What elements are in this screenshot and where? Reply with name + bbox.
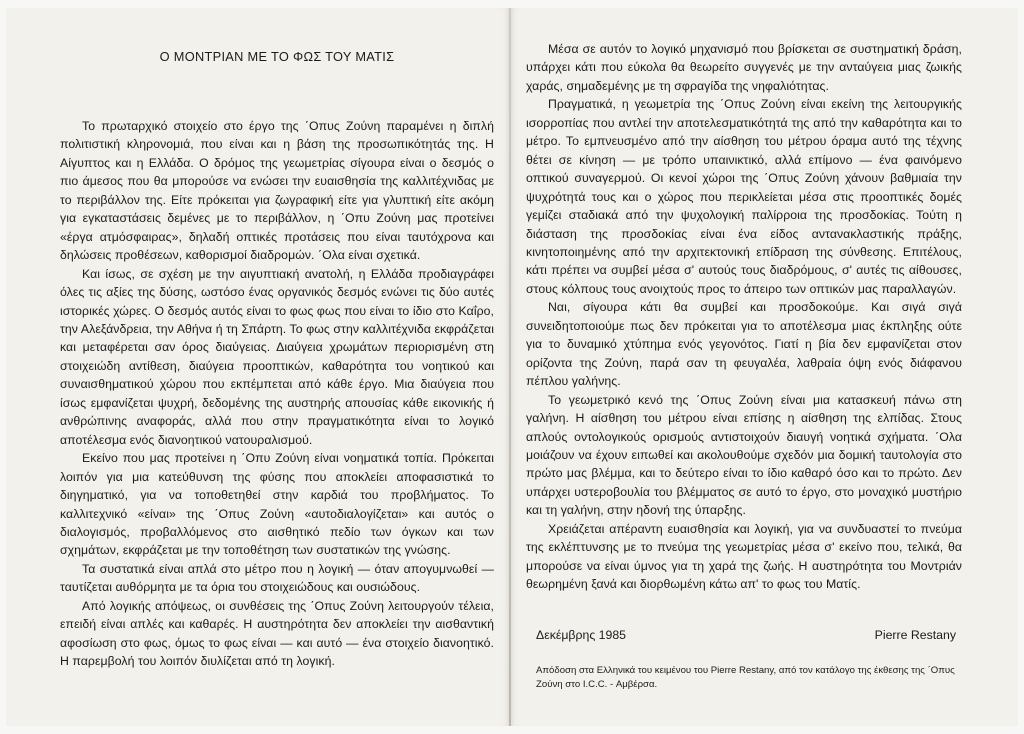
paragraph: Ναι, σίγουρα κάτι θα συμβεί και προσδοκούμε. Και σιγά σιγά συνειδητοποιούμε πως δεν πρόκειται για το αποτέλεσμα μιας έκπληξης ούτε για το δυναμικό χτύπημα ενός γεγονότος. Γιατί η βία δεν εμφανίζεται στον ορίζοντα της Ζούνη, παρά σαν τη φευγαλέα, λαθραία όψη ενός διάφανου πέπλου γαλήνης.: [526, 300, 962, 389]
paragraph: Πραγματικά, η γεωμετρία της ΄Οπυς Ζούνη είναι εκείνη της λειτουργικής ισορροπίας που αντλεί την αποτελεσματικότητά της από την καθαρότητα και το μέτρο. Το εμπνευσμένο από την αίσθηση του μέτρου όραμα αυτό της τέχνης θέτει σε κίνηση — με τρόπο υπαινικτικό, αλλά επίμονο — ένα φαινόμενο οπτικού συναγερμού. Οι κενοί χώροι της ΄Οπυς Ζούνη χάνουν βαθμιαία την ψυχρότητά τους και ο χώρος που περικλείεται μέσα στις προοπτικές δομές γεμίζει σταδιακά από την ψυχολογική παλίρροια της προσδοκίας. Τούτη η διάσταση της προσδοκίας είναι ένα είδος αντανακλαστικής πράξης, κινητοποιημένης από την αρχιτεκτονική επίδραση της σύνθεσης. Επιτέλους, κάτι πρέπει να συμβεί μέσα σ' αυτούς τους διαδρόμους, σ' αυτές τις αίθουσες, στους κόλπους τους ανοιχτούς προς το άπειρο των οπτικών μας παραλλαγών.: [526, 97, 962, 296]
left-column: [60, 117, 494, 671]
paragraph: Τα συστατικά είναι απλά στο μέτρο που η λογική — όταν απογυμνωθεί — ταυτίζεται αυθόρμητα με τα όρια του στοιχειώδους και ουσιώδους.: [60, 561, 494, 595]
author-name: Pierre Restany: [874, 628, 956, 642]
paragraph: Το γεωμετρικό κενό της ΄Οπυς Ζούνη είναι μια κατασκευή πάνω στη γαλήνη. Η αίσθηση του μέτρου είναι επίσης η αίσθηση της ελπίδας. Στους απλούς οντολογικούς ορισμούς αντιστοιχούν διαυγή νοητικά σχήματα. ΄Ολα μοιάζουν να έχουν ειπωθεί και ακολουθούμε σχεδόν μια δομική ταυτολογία στο πρώτο μας βλέμμα, και το δεύτερο είναι το ίδιο καθαρό όσο και το πρώτο. Δεν υπάρχει υστεροβουλία του βλέμματος σε αυτό το έργο, στο μοναχικό μυστήριο και τη γαλήνη, στην ηδονή της ύπαρξης.: [526, 392, 962, 518]
translation-credit: Απόδοση στα Ελληνικά του κειμένου του Pierre Restany, από τον κατάλογο της έκθεσης της ΄Οπυς Ζούνη στο I.C.C. - Αμβέρσα.: [536, 665, 955, 690]
paragraph: Μέσα σε αυτόν το λογικό μηχανισμό που βρίσκεται σε συστηματική δράση, υπάρχει κάτι που εύκολα θα θεωρείτο συγγενές με την ανταύγεια μιας ζωικής χαράς, σημαδεμένης με τη σφραγίδα της νηφαλιότητας.: [526, 42, 962, 93]
paragraph: Και ίσως, σε σχέση με την αιγυπτιακή ανατολή, η Ελλάδα προδιαγράφει όλες τις αξίες της δύσης, ωστόσο ένας οργανικός δεσμός ενώνει τις δύο αυτές ιστορικές χώρες. Ο δεσμός αυτός είναι το φως φως που είναι το ίδιο στο Καΐρο, την Αλεξάνδρεια, την Αθήνα ή τη Σπάρτη. Το φως στην καλλιτέχνιδα εκφράζεται και μεταφέρεται σαν όρος διαύγειας. Διαύγεια χρωμάτων περιορισμένη στη στοιχειώδη αντίθεση, διαύγεια προοπτικών, καθαρότητα του νοητικού και συναισθηματικού χώρου που εκπέμπεται από κάθε έργο. Μια διαύγεια που ίσως εμφανίζεται ψυχρή, δεδομένης της αυστηρής απουσίας κάθε εικονικής ή ανθρώπινης αναφοράς, αλλά που στην πραγματικότητα είναι το λογικό αποτέλεσμα ενός διανοητικού νατουραλισμού.: [60, 266, 494, 447]
article-title: Ο ΜΟΝΤΡΙΑΝ ΜΕ ΤΟ ΦΩΣ ΤΟΥ ΜΑΤΙΣ: [159, 49, 395, 64]
center-fold: [509, 8, 511, 726]
date: Δεκέμβρης 1985: [536, 628, 627, 642]
right-column: [526, 40, 962, 594]
paragraph: Χρειάζεται απέραντη ευαισθησία και λογική, για να συνδυαστεί το πνεύμα της εκλέπτυνσης με το πνεύμα της γεωμετρίας μέσα σ' εκείνο που, τελικά, θα μπορούσε να είναι ύμνος για τη χαρά της ζωής. Η αυστηρότητα του Μοντριάν θεωρημένη ξανά και διορθωμένη κάτω απ' το φως του Ματίς.: [526, 521, 962, 592]
paragraph: Από λογικής απόψεως, οι συνθέσεις της ΄Οπυς Ζούνη λειτουργούν τέλεια, επειδή είναι απλές και καθαρές. Η αυστηρότητα δεν αποκλείει την αισθαντική αφοσίωση στο φως, όμως το φως είναι — και αυτό — ένα στοιχείο διανοητικό. Η παρεμβολή του λοιπόν διυλίζεται από τη λογική.: [60, 598, 494, 669]
paragraph: Το πρωταρχικό στοιχείο στο έργο της ΄Οπυς Ζούνη παραμένει η διπλή πολιτιστική κληρονομιά, που είναι και η βάση της προσωπικότητάς της. Η Αίγυπτος και η Ελλάδα. Ο δρόμος της γεωμετρίας σίγουρα είναι ο δεσμός ο πιο άμεσος που θα μπορούσε να ενώσει την ευαισθησία της καλλιτέχνιδας με το περιβάλλον της. Είτε πρόκειται για ζωγραφική είτε για γλυπτική είτε ακόμη για εγκαταστάσεις δεμένες με το περιβάλλον, η ΄Οπυ Ζούνη μας προτείνει «έργα ατμόσφαιρας», δηλαδή οπτικές προτάσεις που είναι ταυτόχρονα και δηλώσεις προθέσεων, καθορισμοί διαδρομών. ΄Ολα είναι σχετικά.: [60, 119, 494, 263]
paragraph: Εκείνο που μας προτείνει η ΄Οπυ Ζούνη είναι νοηματικά τοπία. Πρόκειται λοιπόν για μια κατεύθυνση της φύσης που αποκλείει αποφασιστικά το διηγηματικό, για να τοποθετηθεί στην καρδιά του προβλήματος. Το καλλιτεχνικό «είναι» της ΄Οπυς Ζούνη «αυτοδιαλογίζεται» και αυτός ο διαλογισμός, προβαλλόμενος στο αισθητικό πεδίο των όγκων και των σχημάτων, εκφράζεται με την τοποθέτηση των συστατικών της γνώσης.: [60, 451, 494, 558]
